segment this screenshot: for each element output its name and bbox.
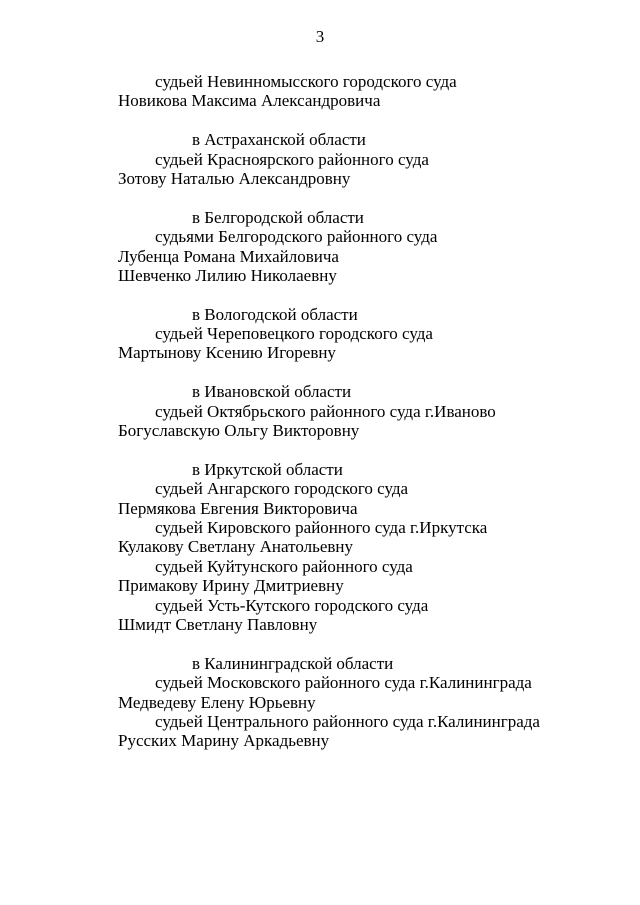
court-line: судьей Московского районного суда г.Калининграда (155, 673, 532, 693)
court-line: судьей Центрального районного суда г.Калининграда (155, 711, 540, 731)
judge-name: Новикова Максима Александровича (118, 91, 381, 111)
region-heading: в Белгородской области (192, 207, 364, 227)
region-heading: в Астраханской области (192, 130, 366, 150)
region-block (0, 654, 640, 751)
judge-name: Шевченко Лилию Николаевну (118, 265, 337, 285)
court-line: судьей Череповецкого городского суда (155, 324, 433, 344)
judge-name: Медведеву Елену Юрьевну (118, 692, 316, 712)
judge-name: Кулакову Светлану Анатольевну (118, 537, 353, 557)
judge-name: Зотову Наталью Александровну (118, 168, 351, 188)
region-block (0, 130, 640, 188)
judge-name: Богуславскую Ольгу Викторовну (118, 421, 360, 441)
judge-name: Пермякова Евгения Викторовича (118, 498, 358, 518)
region-block (0, 208, 640, 286)
region-block (0, 72, 640, 111)
region-block (0, 305, 640, 363)
spacer (0, 285, 640, 304)
judge-name: Примакову Ирину Дмитриевну (118, 576, 344, 596)
spacer (0, 440, 640, 459)
region-heading: в Калининградской области (192, 653, 394, 673)
page-number: 3 (315, 27, 325, 46)
spacer (0, 111, 640, 130)
court-line: судьями Белгородского районного суда (155, 227, 438, 247)
region-heading: в Ивановской области (192, 382, 352, 402)
court-line: судьей Усть-Кутского городского суда (155, 595, 429, 615)
region-heading: в Вологодской области (192, 304, 358, 324)
judge-name: Русских Марину Аркадьевну (118, 731, 330, 751)
judge-name: Шмидт Светлану Павловну (118, 614, 318, 634)
judge-name: Мартынову Ксению Игоревну (118, 343, 336, 363)
spacer (0, 363, 640, 382)
court-line: судьей Красноярского районного суда (155, 149, 429, 169)
judge-name: Лубенца Романа Михайловича (118, 246, 339, 266)
court-line: судьей Кировского районного суда г.Иркутска (155, 517, 488, 537)
court-line: судьей Ангарского городского суда (155, 479, 409, 499)
region-block (0, 382, 640, 440)
spacer (0, 634, 640, 653)
region-block (0, 460, 640, 635)
appointment-list (0, 72, 640, 751)
court-line: судьей Октябрьского районного суда г.Иваново (155, 401, 496, 421)
region-heading: в Иркутской области (192, 459, 343, 479)
court-line: судьей Куйтунского районного суда (155, 556, 413, 576)
spacer (0, 188, 640, 207)
court-line: судьей Невинномысского городского суда (155, 72, 457, 91)
